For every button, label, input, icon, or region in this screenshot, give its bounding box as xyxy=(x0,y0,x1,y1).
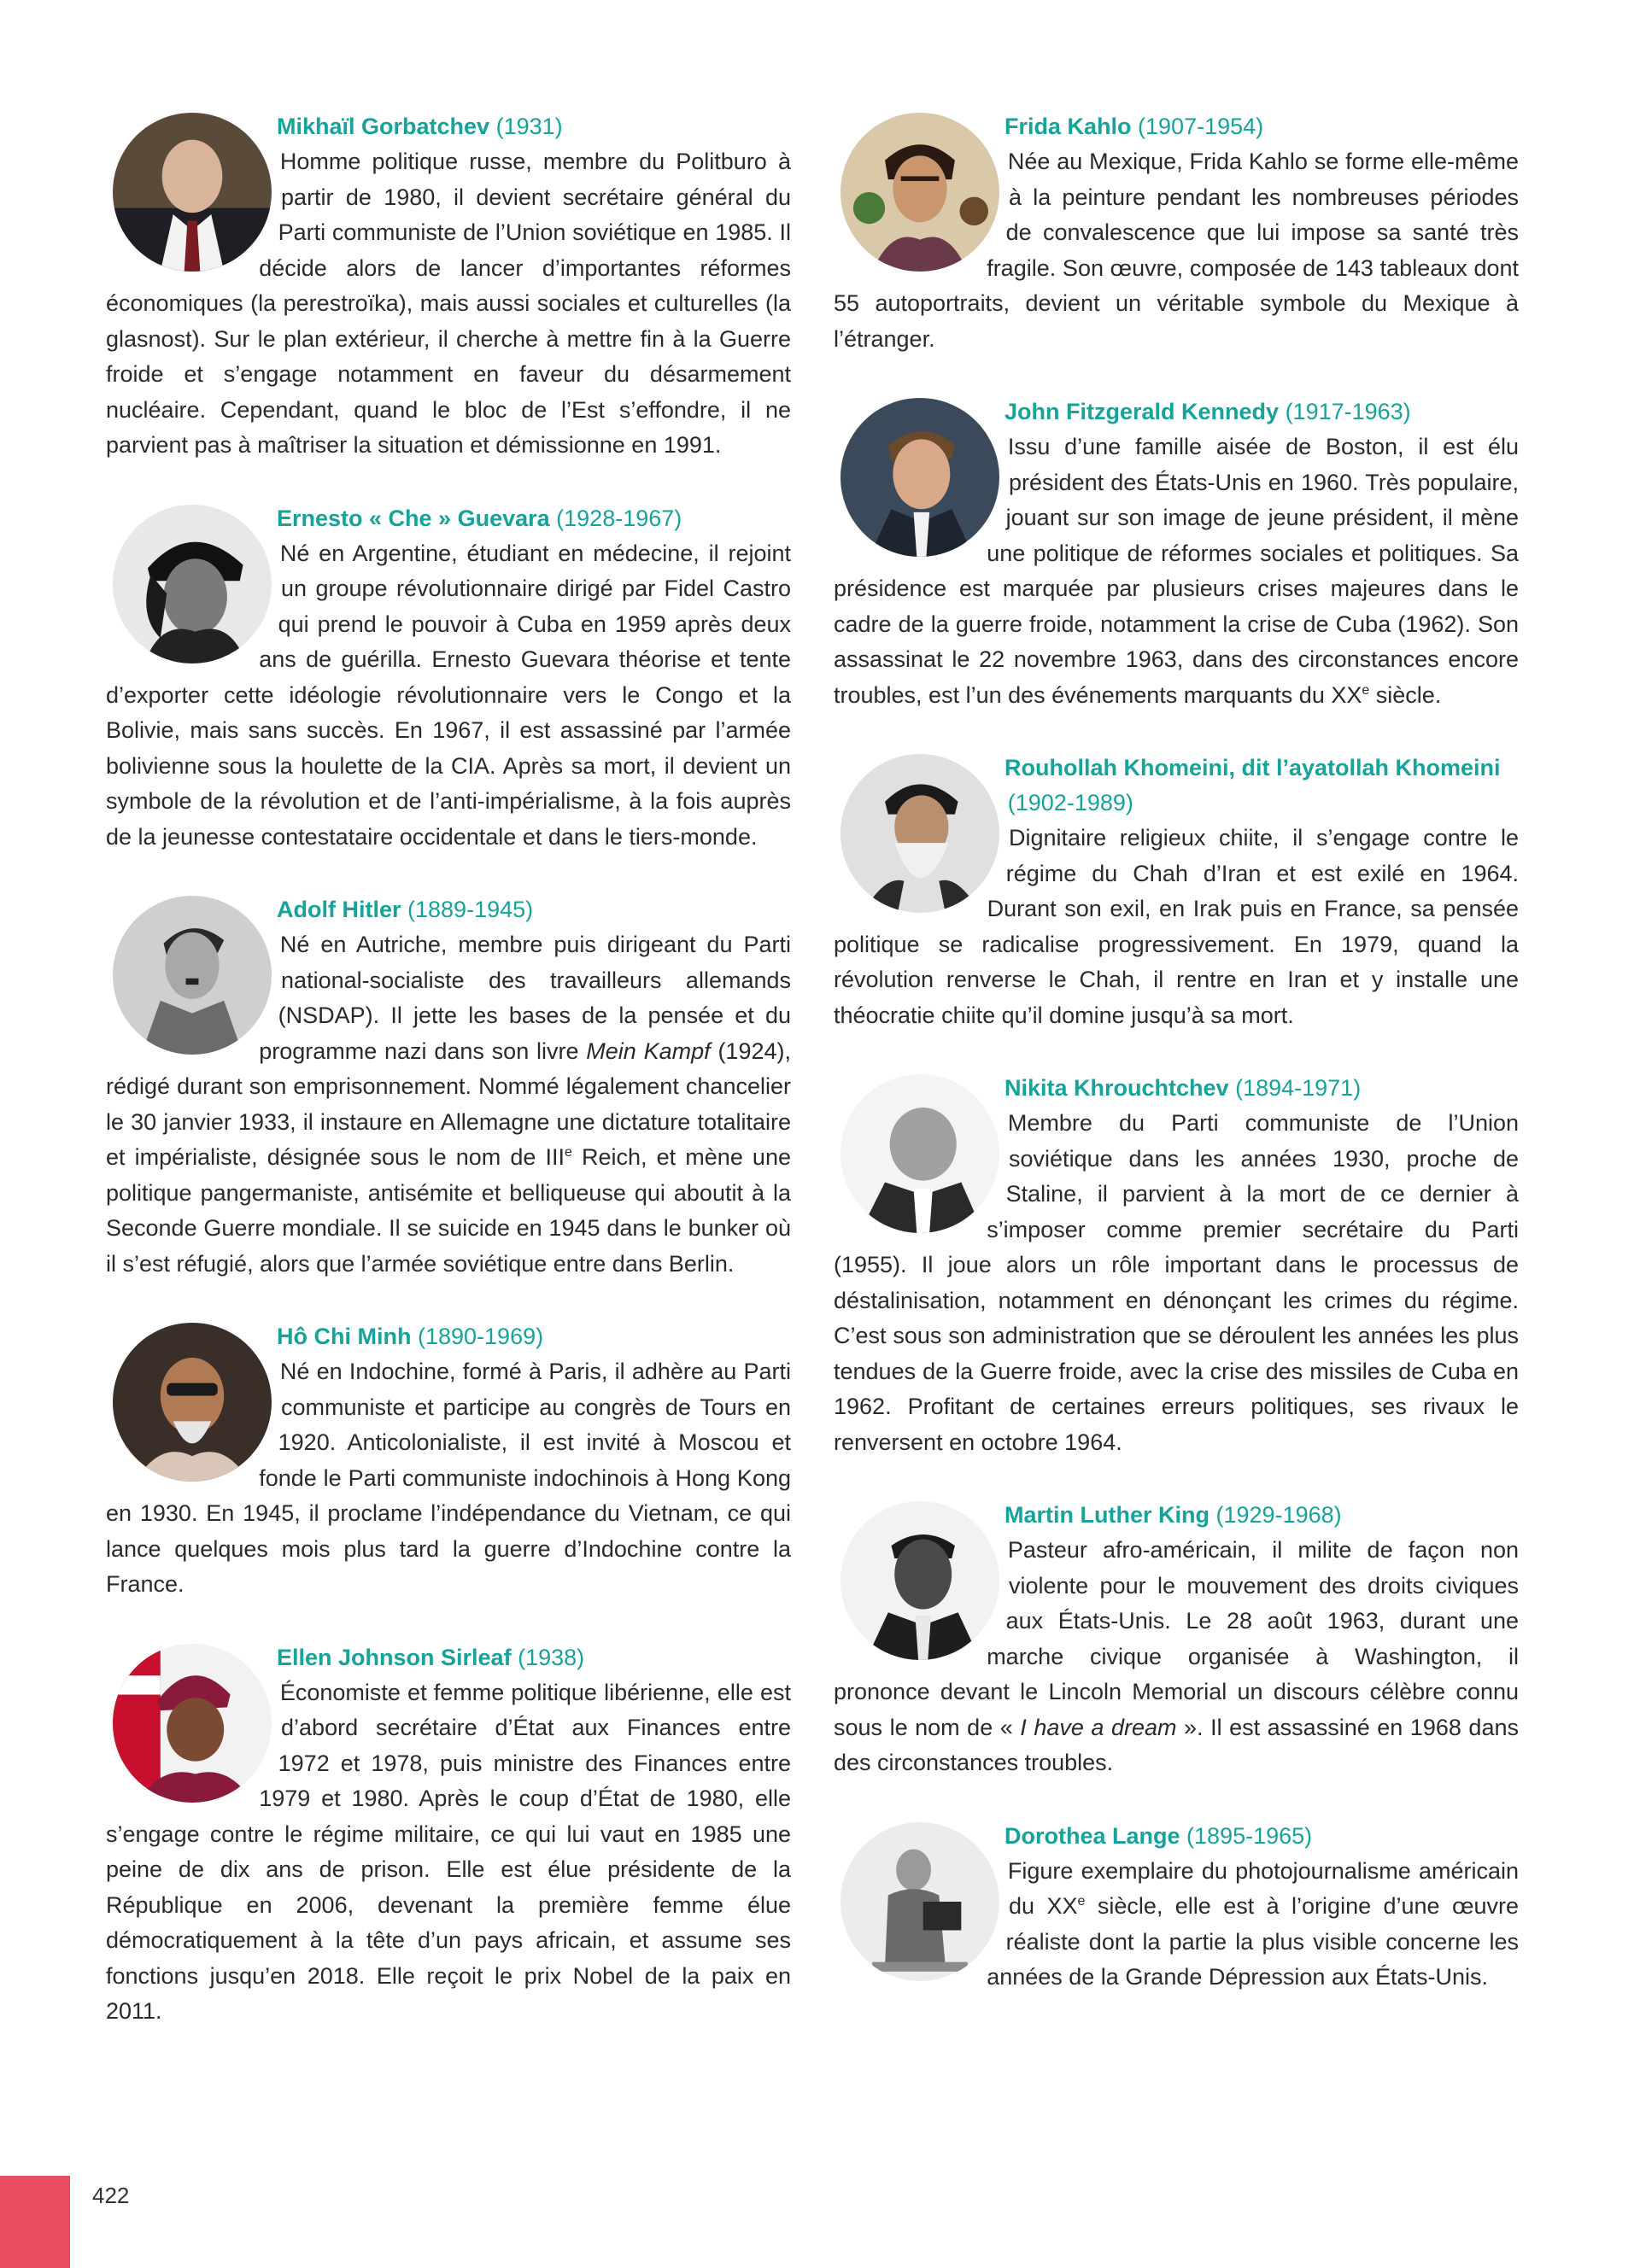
page-number: 422 xyxy=(92,2183,130,2208)
portrait-ho-chi-minh xyxy=(113,1323,272,1482)
portrait-khomeini xyxy=(840,754,999,913)
name-heading: Ellen Johnson Sirleaf (1938) xyxy=(277,1644,585,1670)
biography-text: Né en Indochine, formé à Paris, il adhère au Parti communiste et participe au congrès de Tours en 1920. Anticolonialiste, il est invité à Moscou et fonde le Parti communiste indochinois à Hong Kong en 1930. En 1945, il proclame l’indépendance du Vietnam, ce qui lance quelques mois plus tard la guerre d’Indochine contre la France. xyxy=(106,1359,791,1597)
biography-text: Pasteur afro-américain, il milite de façon non violente pour le mouvement des droits civiques aux États-Unis. Le 28 août 1963, durant une marche civique organisée à Washington, il prononce devant le Lincoln Memorial un discours célèbre connu sous le nom de « I have a dream ». Il est assassiné en 1968 dans des circonstances troubles. xyxy=(834,1537,1519,1775)
name-heading: Dorothea Lange (1895-1965) xyxy=(1004,1822,1313,1849)
entry-king xyxy=(834,1498,1519,1781)
entry-khomeini xyxy=(834,751,1519,1033)
entry-kahlo xyxy=(834,109,1519,357)
biography-text: Né en Argentine, étudiant en médecine, il rejoint un groupe révolutionnaire dirigé par Fidel Castro qui prend le pouvoir à Cuba en 1959 après deux ans de guérilla. Ernesto Guevara théorise et tente d’exporter cette idéologie révolutionnaire vers le Congo et la Bolivie, mais sans succès. En 1967, il est assassiné par l’armée bolivienne sous la houlette de la CIA. Après sa mort, il devient un symbole de la révolution et de l’anti-impérialisme, à la fois auprès de la jeunesse contestataire occidentale et dans le tiers-monde. xyxy=(106,540,791,850)
name-heading: Adolf Hitler (1889-1945) xyxy=(277,897,534,922)
entry-lange xyxy=(834,1819,1519,1996)
portrait-kennedy xyxy=(840,398,999,557)
name-heading: Nikita Khrouchtchev (1894-1971) xyxy=(1004,1075,1362,1101)
portrait-gorbatchev xyxy=(113,113,272,272)
entry-kennedy xyxy=(834,395,1519,713)
name-heading: Rouhollah Khomeini, dit l’ayatollah Khomeini (1902-1989) xyxy=(1004,755,1501,815)
portrait-guevara xyxy=(113,505,272,663)
biography-text: Née au Mexique, Frida Kahlo se forme elle-même à la peinture pendant les nombreuses périodes de convalescence que lui impose sa santé très fragile. Son œuvre, composée de 143 tableaux dont 55 autoportraits, devient un véritable symbole du Mexique à l’étranger. xyxy=(834,149,1519,352)
left-column xyxy=(106,109,791,2067)
biography-text: Économiste et femme politique libérienne, elle est d’abord secrétaire d’État aux Finances entre 1972 et 1978, puis ministre des Finances entre 1979 et 1980. Après le coup d’État de 1980, elle s’engage contre le régime militaire, ce qui lui vaut en 1985 une peine de dix ans de prison. Elle est élue présidente de la République en 2006, devenant la première femme élue démocratiquement à la tête d’un pays africain, et assume ses fonctions jusqu’en 2018. Elle reçoit le prix Nobel de la paix en 2011. xyxy=(106,1679,791,2024)
entry-ho-chi-minh xyxy=(106,1319,791,1603)
entry-gorbatchev xyxy=(106,109,791,464)
biography-text: Né en Autriche, membre puis dirigeant du Parti national-socialiste des travailleurs allemands (NSDAP). Il jette les bases de la pensée et du programme nazi dans son livre Mein Kampf (1924), rédigé durant son emprisonnement. Nommé légalement chancelier le 30 janvier 1933, il instaure en Allemagne une dictature totalitaire et impérialiste, désignée sous le nom de IIIe Reich, et mène une politique pangermaniste, antisémite et belliqueuse qui aboutit à la Seconde Guerre mondiale. Il se suicide en 1945 dans le bunker où il s’est réfugié, alors que l’armée soviétique entre dans Berlin. xyxy=(106,932,791,1277)
name-heading: Martin Luther King (1929-1968) xyxy=(1004,1502,1342,1528)
portrait-khrouchtchev xyxy=(840,1074,999,1233)
entry-hitler xyxy=(106,892,791,1282)
entry-guevara xyxy=(106,501,791,856)
portrait-lange xyxy=(840,1822,999,1981)
name-heading: Frida Kahlo (1907-1954) xyxy=(1004,114,1264,139)
biography-text: Membre du Parti communiste de l’Union soviétique dans les années 1930, proche de Staline, il parvient à la mort de ce dernier à s’imposer comme premier secrétaire du Parti (1955). Il joue alors un rôle important dans le processus de déstalinisation, notamment en dénonçant les crimes du régime. C’est sous son administration que se déroulent les années les plus tendues de la Guerre froide, avec la crise des missiles de Cuba en 1962. Profitant de certaines erreurs politiques, ses rivaux le renversent en octobre 1964. xyxy=(834,1110,1519,1455)
page-corner-tab xyxy=(0,2176,70,2268)
name-heading: Hô Chi Minh (1890-1969) xyxy=(277,1324,544,1349)
entry-khrouchtchev xyxy=(834,1071,1519,1460)
right-column xyxy=(834,109,1519,2033)
portrait-king xyxy=(840,1501,999,1660)
entry-sirleaf xyxy=(106,1640,791,2030)
name-heading: John Fitzgerald Kennedy (1917-1963) xyxy=(1004,399,1411,424)
portrait-sirleaf xyxy=(113,1644,272,1803)
biography-text: Issu d’une famille aisée de Boston, il est élu président des États-Unis en 1960. Très populaire, jouant sur son image de jeune président, il mène une politique de réformes sociales et politiques. Sa présidence est marquée par plusieurs crises majeures dans le cadre de la guerre froide, notamment la crise de Cuba (1962). Son assassinat le 22 novembre 1963, dans des circonstances encore troubles, est l’un des événements marquants du XXe siècle. xyxy=(834,434,1519,708)
biography-text: Homme politique russe, membre du Politburo à partir de 1980, il devient secrétaire général du Parti communiste de l’Union soviétique en 1985. Il décide alors de lancer d’importantes réformes économiques (la perestroïka), mais aussi sociales et culturelles (la glasnost). Sur le plan extérieur, il cherche à mettre fin à la Guerre froide et s’engage notamment en faveur du désarmement nucléaire. Cependant, quand le bloc de l’Est s’effondre, il ne parvient pas à maîtriser la situation et démissionne en 1991. xyxy=(106,149,791,458)
portrait-kahlo xyxy=(840,113,999,272)
portrait-hitler xyxy=(113,896,272,1055)
name-heading: Ernesto « Che » Guevara (1928-1967) xyxy=(277,505,682,531)
name-heading: Mikhaïl Gorbatchev (1931) xyxy=(277,114,563,139)
biography-text: Dignitaire religieux chiite, il s’engage contre le régime du Chah d’Iran et est exilé en 1964. Durant son exil, en Irak puis en France, sa pensée politique se radicalise progressivement. En 1979, quand la révolution renverse le Chah, il rentre en Iran et y installe une théocratie chiite qu’il domine jusqu’à sa mort. xyxy=(834,825,1519,1028)
biography-text: Figure exemplaire du photojournalisme américain du XXe siècle, elle est à l’origine d’une œuvre réaliste dont la partie la plus visible concerne les années de la Grande Dépression aux États-Unis. xyxy=(987,1857,1519,1990)
